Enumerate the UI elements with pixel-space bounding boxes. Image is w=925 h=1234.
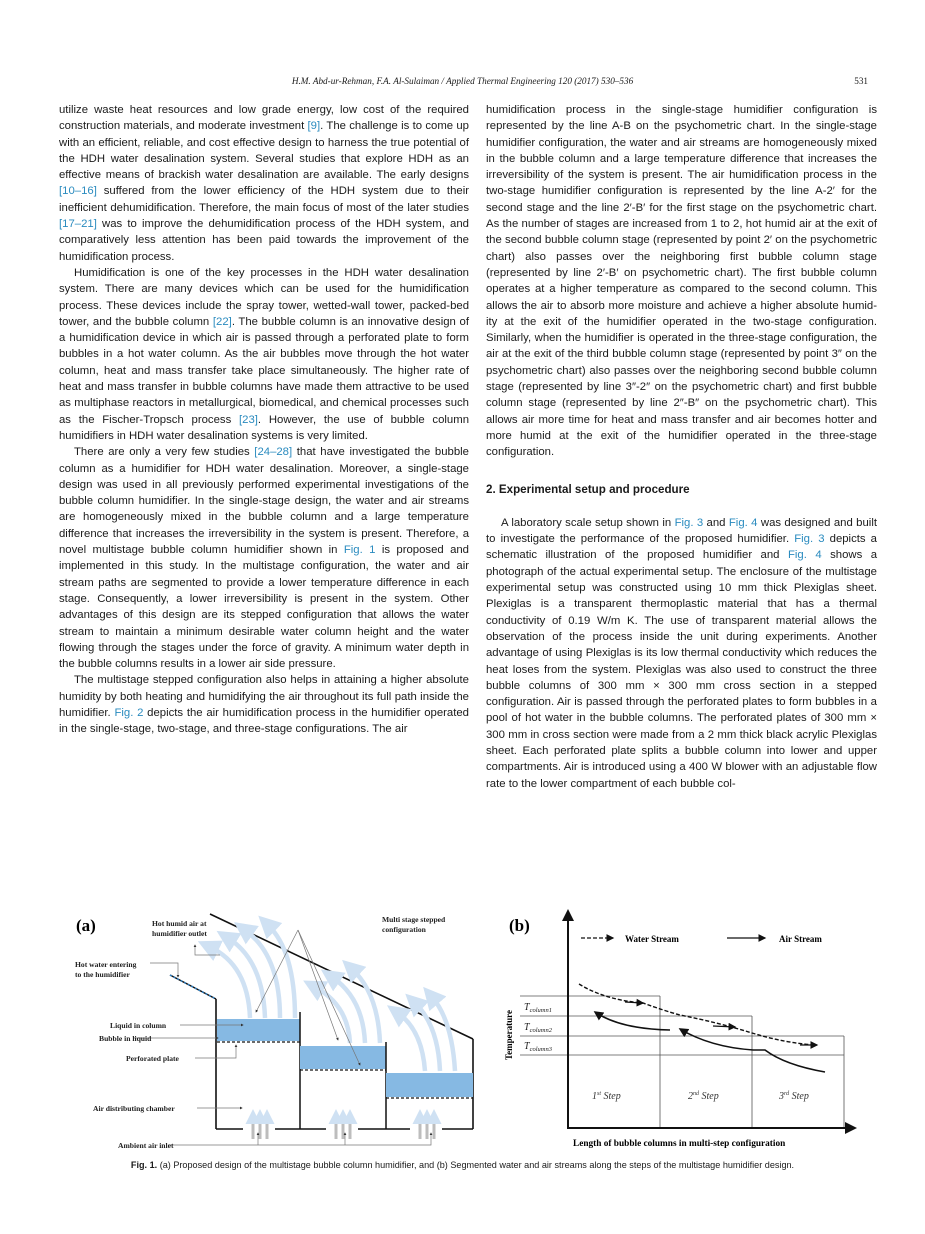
t-column2: $T_{column2}$ <box>524 1022 552 1034</box>
figure-link[interactable]: Fig. 3 <box>674 516 704 529</box>
right-column <box>486 102 877 792</box>
caption-label: Fig. 1. <box>130 1160 158 1170</box>
paragraph: utilize waste heat resources and low grade energy, low cost of the required construction materials, and moderate investment [9]. The challenge is to come up with an efficient, reliable, and cost effective design to harness the true potential of the HDH water desalination system. Several studies that explore HDH as an effective means of brackish water desalination are available. The early designs [10–16] suffered from the lower efficiency of the HDH system due to their inefficient dehumidification. Therefore, the main focus of most of the later studies [17–21] was to improve the dehumidification process of the HDH system, and comparatively less attention has been paid towards the improvement of the humidification process. <box>59 104 469 263</box>
paragraph: A laboratory scale setup shown in Fig. 3 and Fig. 4 was designed and built to investigate the performance of the proposed humidifier. Fig. 3 depicts a schematic illustration of the proposed humidifier and Fig. 4 shows a photograph of the actual experimental setup. The enclosure of the multistage experimental setup was constructed using 10 mm thick Plexiglas sheet. Plexiglas is a transparent thermoplastic material that has a thermal conductivity of 0.19 W/m K. The use of transparent material allows the observation of the process inside the unit during experiments. Another advantage of using Plexiglas is its low thermal conductivity which reduces the heat loses from the system. Plexiglas was also used to construct the three bubble columns of 300 mm × 300 mm cross section in a stepped configuration. Air is passed through the perforated plates to form bubbles in a pool of hot water in the bubble columns. The perforated plates of 300 mm × 300 mm in cross section were made from a 2 mm thick black acrylic Plexiglas sheet. Each perforated plate splits a bubble column into lower and upper compartments. Air is introduced using a 400 W blower with an adjustable flow rate to the lower compartment of each bubble col- <box>486 516 878 790</box>
label-hot-humid-air: Hot humid air at <box>152 919 207 928</box>
left-column <box>59 102 469 738</box>
citation-link[interactable]: [23] <box>239 413 258 426</box>
citation-link[interactable]: [22] <box>212 315 232 328</box>
figure-link[interactable]: Fig. 3 <box>794 533 825 546</box>
panel-b-label: (b) <box>509 916 530 935</box>
citation-link[interactable]: [24–28] <box>254 446 293 459</box>
paragraph: There are only a very few studies [24–28] that have investigated the bubble column as a humidifier for HDH water desalination. Moreover, a single-stage design was used in all previously performed experimental investigations of the bubble column humidifier. In the single-stage design, the water and air streams are homogeneously mixed in the bubble column and a large temperature difference that increases the irreversibility in the system is present. Therefore, a novel multistage bubble column humidifier shown in Fig. 1 is proposed and implemented in this study. In the multistage configuration, the water and air stream paths are segmented to provide a lower temperature difference in each stage. Consequently, a lower irreversibility is present in the system. Other advantages of this design are its stepped configuration that allows the water stream to maintain a minimum desirable water column height and the water flowing through the stages under the force of gravity. A minimum water depth in the bubble columns results in a lower air side pressure. <box>59 446 469 671</box>
section-heading: 2. Experimental setup and procedure <box>486 482 690 496</box>
x-axis-label: Length of bubble columns in multi-step configuration <box>573 1139 786 1149</box>
label-multi-stage: Multi stage stepped <box>382 915 446 924</box>
t-column3: $T_{column3}$ <box>524 1041 552 1053</box>
step-3-label: 3rd Step <box>779 1091 809 1102</box>
step-2-label: 2nd Step <box>688 1091 719 1102</box>
citation-link[interactable]: [9] <box>307 120 321 133</box>
figure-link[interactable]: Fig. 4 <box>728 516 758 529</box>
panel-b-chart <box>504 911 855 1149</box>
label-plate: Perforated plate <box>126 1054 179 1063</box>
legend-water: Water Stream <box>625 934 679 944</box>
figure-link[interactable]: Fig. 2 <box>114 706 144 719</box>
panel-a-diagram <box>75 914 473 1150</box>
label-hot-water: Hot water entering <box>75 960 137 969</box>
y-axis-label: Temperature <box>504 1010 514 1060</box>
caption-text: (a) Proposed design of the multistage bubble column humidifier, and (b) Segmented water and air streams along the steps of the multistage humidifier design. <box>157 1160 795 1170</box>
t-column1: $T_{column1}$ <box>524 1002 552 1014</box>
figure-link[interactable]: Fig. 1 <box>343 544 376 557</box>
page-number: 531 <box>854 76 868 86</box>
step-1-label: 1st Step <box>592 1091 621 1102</box>
paragraph: Humidification is one of the key processes in the HDH water desalination system. There are many devices which can be used for the humidification process. These devices include the spray tower, wetted-wall tower, packed-bed tower, and the bubble column [22]. The bubble column is an innovative design of a humidification device in which air is passed through a perforated plate to form bubbles in a hot water column. As the air bubbles move through the hot water column, heat and mass transfer take place simultaneously. The higher rate of heat and mass transfer in bubble columns have made them attractive to be used as multiphase reactors in metallurgical, biomedical, and chemical processes such as the Fischer-Tropsch process [23]. However, the use of bubble column humidifiers in HDH water desalination systems is very limited. <box>59 266 470 442</box>
figure-caption <box>0 1160 925 1170</box>
svg-text:to the humidifier: to the humidifier <box>75 970 130 979</box>
label-inlet: Ambient air inlet <box>118 1141 174 1150</box>
paragraph: The multistage stepped configuration also helps in attaining a higher absolute humidity by both heating and humidifying the air throughout its full path inside the humidifier. Fig. 2 depicts the air humidification process in the humidifier operated in the single-stage, two-stage, and three-stage configurations. The air <box>59 674 469 736</box>
label-liquid: Liquid in column <box>110 1021 167 1030</box>
citation-link[interactable]: [17–21] <box>59 218 97 231</box>
figure-1 <box>70 905 900 1155</box>
label-bubble: Bubble in liquid <box>99 1034 152 1043</box>
citation-link[interactable]: [10–16] <box>59 185 97 198</box>
panel-a-label: (a) <box>76 916 96 935</box>
journal-citation: H.M. Abd-ur-Rehman, F.A. Al-Sulaiman / Applied Thermal Engineering 120 (2017) 530–536 <box>291 76 634 86</box>
figure-link[interactable]: Fig. 4 <box>787 549 822 562</box>
svg-text:configuration: configuration <box>382 925 426 934</box>
svg-text:humidifier outlet: humidifier outlet <box>152 929 207 938</box>
legend-air: Air Stream <box>779 934 822 944</box>
running-header <box>0 76 925 92</box>
label-chamber: Air distributing chamber <box>93 1104 175 1113</box>
paragraph: humidification process in the single-stage humidifier configuration is represented by the line A-B on the psychometric chart. In the single-stage humidifier configuration, the water and air streams are homogeneously mixed in the bubble column and a large temperature difference that increases the irreversibility of the system is present. The air humidification process in the two-stage humidifier configuration is represented by the line A-2′ for the second stage and the line 2′-B′ for the first stage on the psychometric chart. As the number of stages are increased from 1 to 2, hot humid air at the exit of the second bubble column stage (represented by point 2′ on the psychometric chart) also passes over the neighboring first bubble column stage (represented by line 2′-B′ on psychometric chart). The first bubble column operates at a higher temperature as compared to the second column. This allows the air to absorb more moisture and achieve a higher absolute humidity at the exit of the humidifier operated in the two-stage configuration. Similarly, when the humidifier is operated in the three-stage configuration, the air at the exit of the third bubble column stage (represented by point 3″ on the psychometric chart) also passes over the neighboring second bubble column stage (represented by line 3″-2″ on the psychometric chart) and first bubble column stage (represented by line 2″-B″ on the psychometric chart). This allows air more time for heat and mass transfer and air becomes hotter and more humid at the exit of the humidifier operated in the three-stage configuration. <box>486 104 877 459</box>
